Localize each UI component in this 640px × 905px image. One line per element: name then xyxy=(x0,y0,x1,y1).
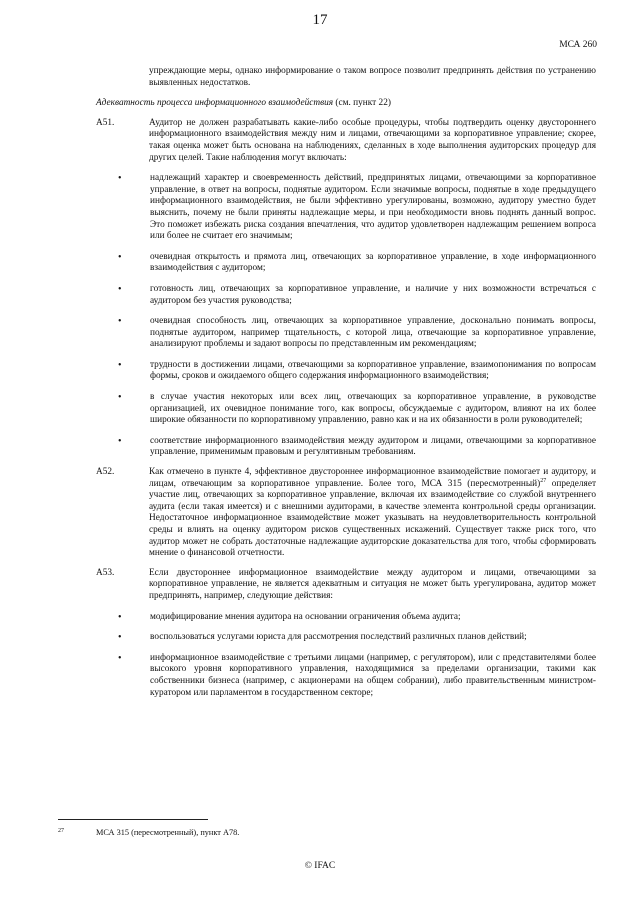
bullet-icon: • xyxy=(118,435,122,447)
list-item: • воспользоваться услугами юриста для рассмотрения последствий различных планов действий; xyxy=(118,632,527,644)
page-footer: © IFAC xyxy=(304,861,336,871)
footnote-divider xyxy=(58,819,208,820)
bullet-icon: • xyxy=(118,283,122,295)
list-item: • трудности в достижении лицами, отвечающими за корпоративное управление, взаимопонимания по вопросам формы, сроков и ожидаемого общего содержания информационного взаимодействия; xyxy=(118,359,596,382)
paragraph-a51 xyxy=(96,118,596,164)
bullet-icon: • xyxy=(118,611,122,623)
section-title: Адекватность процесса информационного взаимодействия xyxy=(96,98,334,109)
list-item: • надлежащий характер и своевременность действий, предпринятых лицами, отвечающими за корпоративное управление, в ответ на вопросы, поднятые аудитором. Если значимые вопросы, поднятые в ходе предыдущего информационного взаимодействия, не были эффективно урегулированы, возможно, аудитору уместно будет выяснить, почему не были приняты надлежащие меры, и при необходимости вновь поднять данный вопрос. Это поможет избежать риска создания впечатления, что аудитор удовлетворен надлежащим решением вопроса или более не считает его значимым; xyxy=(118,173,596,242)
section-ref: (см. пункт 22) xyxy=(333,98,391,109)
standard-reference: МСА 260 xyxy=(559,40,597,50)
list-item: • соответствие информационного взаимодействия между аудитором и лицами, отвечающими за корпоративное управление, применимым правовым и регулятивным требованиям. xyxy=(118,435,596,458)
bullet-list-a53 xyxy=(96,612,596,700)
bullet-icon: • xyxy=(118,251,122,263)
bullet-icon: • xyxy=(118,359,122,371)
paragraph-text: Как отмечено в пункте 4, эффективное двустороннее информационное взаимодействие помогает и аудитору, и лицам, отвечающим за корпоративное управление. Более того, МСА 315 (пересмотренный)$^{27}$ определяет участие лиц, отвечающих за корпоративное управление, включая их взаимодействие со службой внутреннего аудита (если такая имеется) и с внешними аудиторами, в качестве элемента контрольной среды организации. Недостаточное информационное взаимодействие может указывать на неудовлетворительность контрольной среды и влиять на оценку аудитором рисков существенных искажений. Существует также риск того, что аудитор может не собрать достаточные надлежащие аудиторские доказательства для того, чтобы сформировать мнение о финансовой отчетности. xyxy=(149,467,597,559)
list-item: • готовность лиц, отвечающих за корпоративное управление, и наличие у них возможности встречаться с аудитором без участия руководства; xyxy=(118,283,596,306)
page-number: 17 xyxy=(312,12,328,28)
paragraph-body xyxy=(126,467,596,560)
paragraph-text: Если двустороннее информационное взаимодействие между аудитором и лицами, отвечающими за корпоративное управление, не является адекватным и ситуация не может быть урегулирована, аудитор может предпринять, например, следующие действия: xyxy=(149,567,596,601)
footnote-text: МСА 315 (пересмотренный), пункт А78. xyxy=(96,828,240,837)
section-heading xyxy=(96,98,596,110)
bullet-icon: • xyxy=(118,652,122,664)
paragraph-number: A51. xyxy=(96,117,115,128)
paragraph-text: Аудитор не должен разрабатывать какие-либо особые процедуры, чтобы подтвердить оценку двустороннего информационного взаимодействия между ним и лицами, отвечающими за корпоративное управление; скорее, такая оценка может быть основана на наблюдениях, сделанных в ходе выполнения аудиторских процедур для других целей. Такие наблюдения могут включать: xyxy=(149,117,596,163)
page-content xyxy=(96,66,596,699)
continuation-text: упреждающие меры, однако информирование о таком вопросе позволит предпринять действия по устранению выявленных недостатков. xyxy=(149,66,596,88)
bullet-icon: • xyxy=(118,392,122,404)
footnote-number: 27 xyxy=(58,828,64,834)
paragraph-number: A52. xyxy=(96,467,115,478)
list-item: • очевидная способность лиц, отвечающих за корпоративное управление, досконально понимать вопросы, поднятые аудитором, например тщательность, с которой лица, отвечающие за корпоративное управление, анализируют проблемы и задают вопросы по представленным им рекомендациям; xyxy=(118,316,596,350)
paragraph-body xyxy=(126,118,596,164)
paragraph-a52 xyxy=(96,467,596,560)
list-item: • модифицирование мнения аудитора на основании ограничения объема аудита; xyxy=(118,611,461,623)
bullet-list-a51 xyxy=(96,173,596,459)
bullet-icon: • xyxy=(118,173,122,185)
paragraph-number: A53. xyxy=(96,567,115,578)
footnote xyxy=(58,828,239,837)
footnote-ref: 27 xyxy=(540,477,547,484)
list-item: • информационное взаимодействие с третьими лицами (например, с регулятором), или с представителями более высокого уровня корпоративного управления, находящимися за пределами организации, такими как собственники бизнеса (например, с акционерами на общем собрании), либо правительственным министром-куратором или парламентом в государственном секторе; xyxy=(118,652,596,698)
paragraph-a53 xyxy=(96,568,596,603)
list-item: • в случае участия некоторых или всех лиц, отвечающих за корпоративное управление, в руководстве организацией, их очевидное понимание того, как вопросы, обсуждаемые с аудитором, влияют на их более широкие обязанности по корпоративному управлению, равно как и на их обязанности в роли руководителей; xyxy=(118,392,596,426)
bullet-icon: • xyxy=(118,316,122,328)
paragraph-body xyxy=(126,568,596,603)
list-item: • очевидная открытость и прямота лиц, отвечающих за корпоративное управление, в ходе информационного взаимодействия с аудитором; xyxy=(118,251,596,274)
bullet-icon: • xyxy=(118,632,122,644)
